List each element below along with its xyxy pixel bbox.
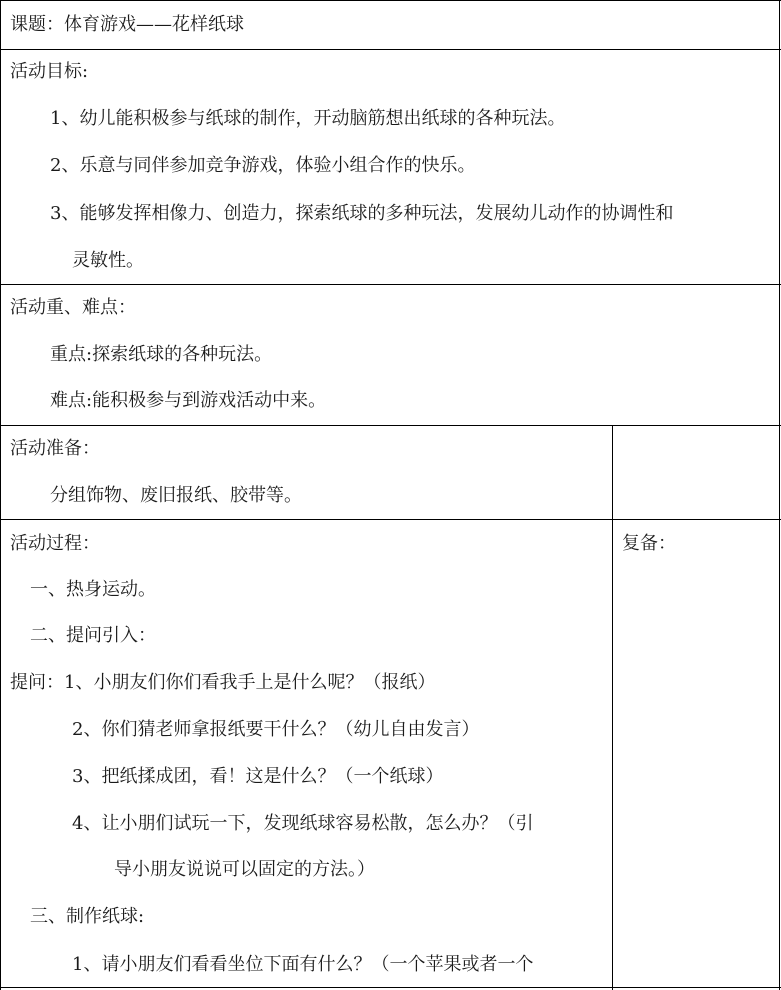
process-heading: 活动过程： (10, 533, 100, 554)
preparation-text: 分组饰物、废旧报纸、胶带等。 (50, 485, 302, 506)
key-point: 重点:探索纸球的各种玩法。 (50, 344, 273, 365)
review-label: 复备： (622, 533, 676, 554)
row-divider-keypoints (0, 425, 781, 426)
process-line-5: 3、把纸揉成团，看！这是什么？（一个纸球） (72, 766, 444, 787)
lesson-topic: 课题：体育游戏——花样纸球 (10, 14, 244, 35)
process-line-7: 导小朋友说说可以固定的方法。） (114, 859, 375, 880)
process-line-6: 4、让小朋们试玩一下，发现纸球容易松散，怎么办？（引 (72, 813, 534, 834)
table-border-left (0, 0, 1, 990)
row-divider-topic (0, 49, 781, 50)
keypoints-heading: 活动重、难点： (10, 297, 136, 318)
process-line-8: 三、制作纸球: (30, 906, 145, 927)
row-divider-preparation (0, 519, 781, 520)
row-divider-goals (0, 284, 781, 285)
process-line-3: 提问：1、小朋友们你们看我手上是什么呢？（报纸） (10, 672, 436, 693)
side-column-divider (612, 425, 613, 990)
process-line-9: 1、请小朋友们看看坐位下面有什么？（一个苹果或者一个 (72, 954, 534, 975)
process-line-2: 二、提问引入： (30, 625, 156, 646)
goal-item-3: 3、能够发挥相像力、创造力，探索纸球的多种玩法，发展幼儿动作的协调性和 (50, 203, 674, 224)
difficult-point: 难点:能积极参与到游戏活动中来。 (50, 390, 327, 411)
process-line-4: 2、你们猜老师拿报纸要干什么？（幼儿自由发言） (72, 719, 480, 740)
goal-item-2: 2、乐意与同伴参加竞争游戏，体验小组合作的快乐。 (50, 155, 476, 176)
process-line-1: 一、热身运动。 (30, 579, 156, 600)
preparation-heading: 活动准备： (10, 438, 100, 459)
table-border-top (0, 0, 781, 1)
table-border-right (779, 0, 780, 990)
goals-heading: 活动目标: (10, 61, 89, 82)
goal-item-1: 1、幼儿能积极参与纸球的制作，开动脑筋想出纸球的各种玩法。 (50, 108, 566, 129)
goal-item-3-continued: 灵敏性。 (72, 250, 144, 271)
table-border-bottom (0, 987, 781, 988)
